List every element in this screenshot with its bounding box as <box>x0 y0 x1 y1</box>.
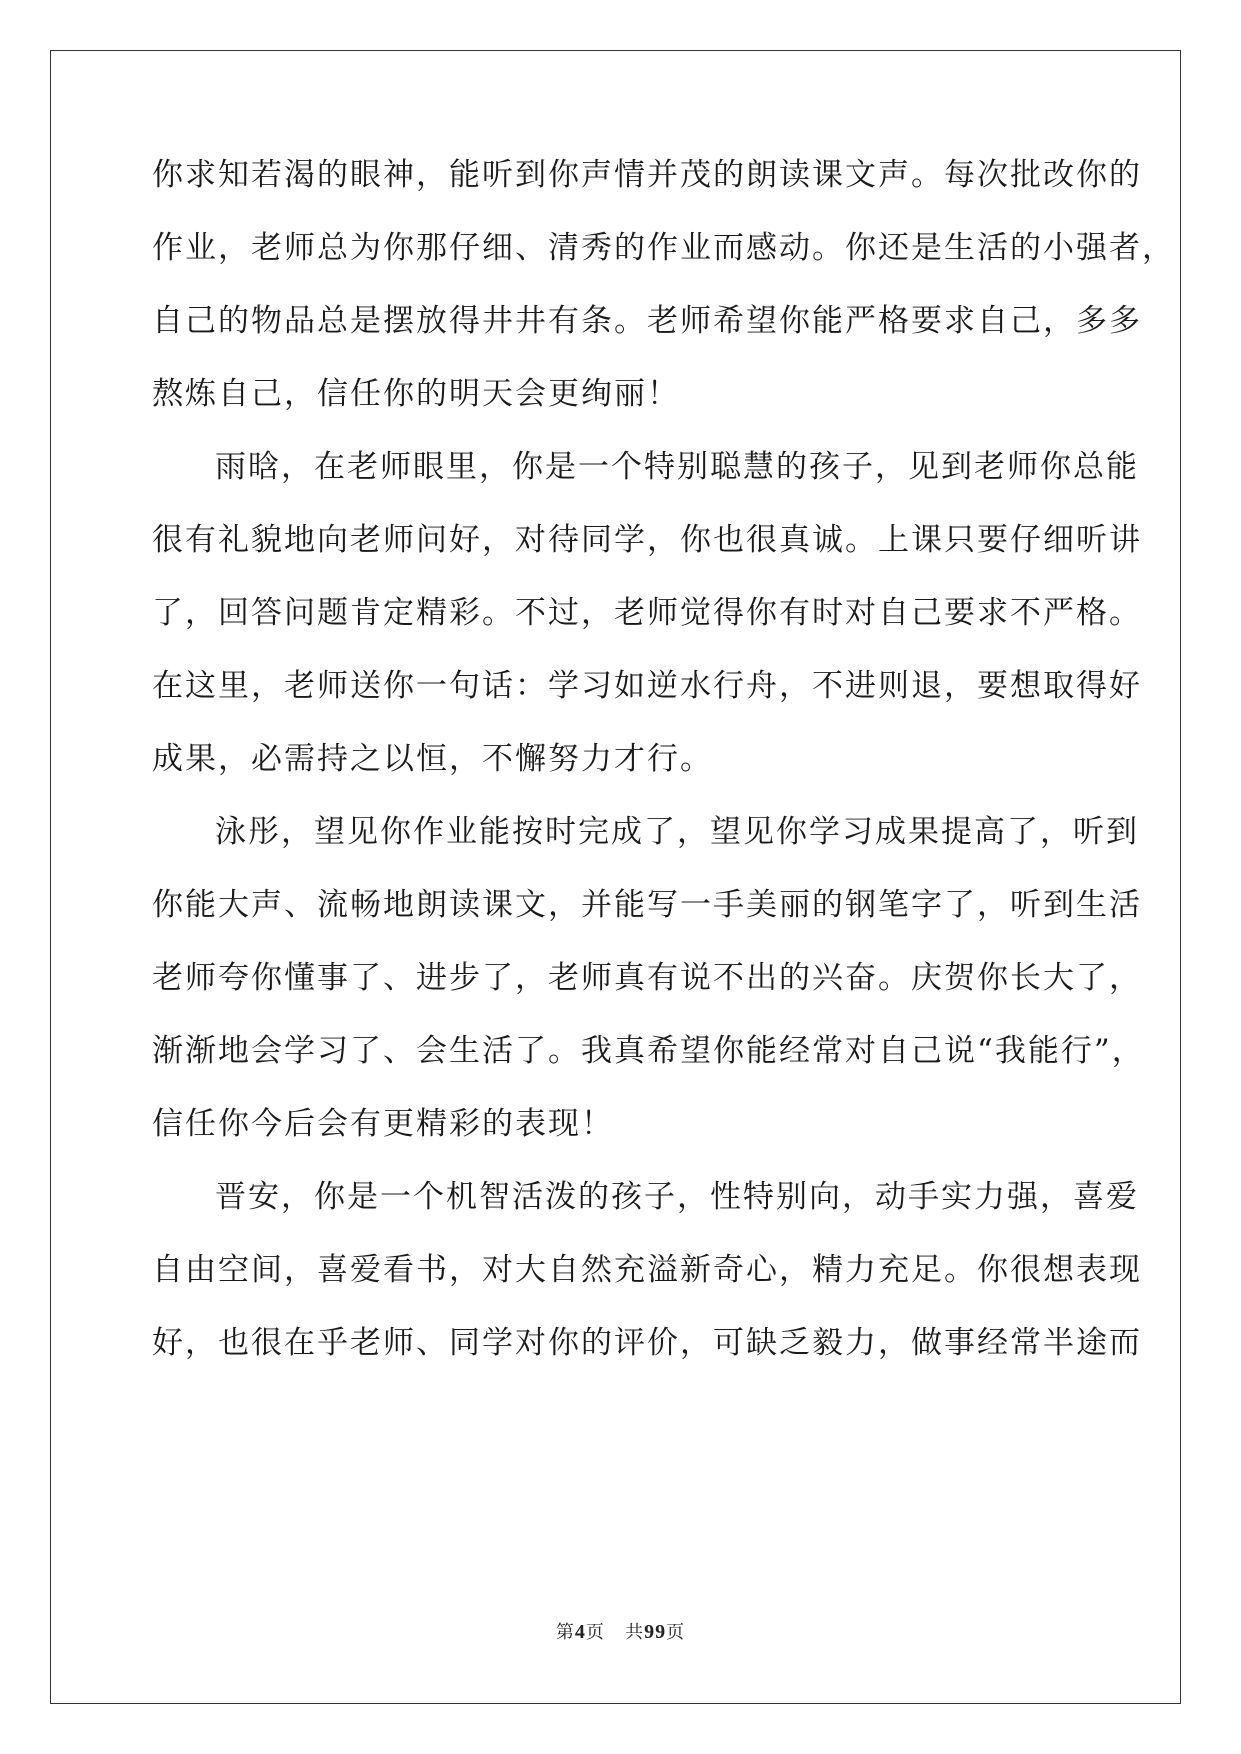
text-line: 在这里，老师送你一句话：学习如逆水行舟，不进则退，要想取得好 <box>152 668 1142 704</box>
footer-total-prefix: 共 <box>625 1622 645 1643</box>
footer-total-suffix: 页 <box>666 1622 686 1643</box>
paragraph-start-line: 雨晗，在老师眼里，你是一个特别聪慧的孩子，见到老师你总能 <box>215 449 1139 485</box>
text-line: 你能大声、流畅地朗读课文，并能写一手美丽的钢笔字了，听到生活 <box>152 887 1142 923</box>
text-line: 成果，必需持之以恒，不懈努力才行。 <box>152 741 713 777</box>
text-line: 熬炼自己，信任你的明天会更绚丽！ <box>152 376 680 412</box>
page-footer <box>0 1618 1241 1644</box>
text-line: 渐渐地会学习了、会生活了。我真希望你能经常对自己说“我能行”， <box>152 1033 1145 1069</box>
text-line: 很有礼貌地向老师问好，对待同学，你也很真诚。上课只要仔细听讲 <box>152 522 1142 558</box>
text-line: 信任你今后会有更精彩的表现！ <box>152 1106 614 1142</box>
total-pages-number: 99 <box>644 1621 667 1643</box>
page-border <box>50 50 1181 1704</box>
footer-prefix: 第 <box>555 1622 575 1643</box>
text-line: 老师夸你懂事了、进步了，老师真有说不出的兴奋。庆贺你长大了， <box>152 960 1142 996</box>
text-line: 你求知若渴的眼神，能听到你声情并茂的朗读课文声。每次批改你的 <box>152 157 1142 193</box>
paragraph-start-line: 晋安，你是一个机智活泼的孩子，性特别向，动手实力强，喜爱 <box>215 1179 1139 1215</box>
current-page-number: 4 <box>574 1621 586 1643</box>
text-line: 自己的物品总是摆放得井井有条。老师希望你能严格要求自己，多多 <box>152 303 1142 339</box>
footer-page-suffix: 页 <box>585 1622 605 1643</box>
text-line: 了，回答问题肯定精彩。不过，老师觉得你有时对自己要求不严格。 <box>152 595 1142 631</box>
text-line: 好，也很在乎老师、同学对你的评价，可缺乏毅力，做事经常半途而 <box>152 1325 1142 1361</box>
text-line: 自由空间，喜爱看书，对大自然充溢新奇心，精力充足。你很想表现 <box>152 1252 1142 1288</box>
paragraph-start-line: 泳彤，望见你作业能按时完成了，望见你学习成果提高了，听到 <box>215 814 1139 850</box>
text-line: 作业，老师总为你那仔细、清秀的作业而感动。你还是生活的小强者， <box>152 230 1175 266</box>
